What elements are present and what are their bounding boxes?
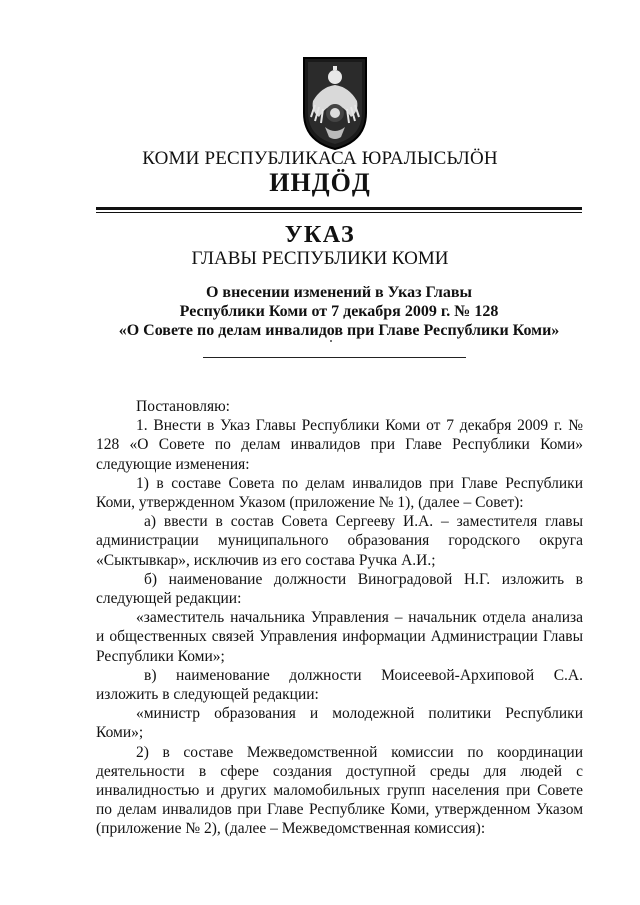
- document-body: [96, 397, 583, 839]
- body-paragraph-1-2: 2) в составе Межведомственной комиссии по координации деятельности в сфере создания доступной среды для людей с инвалидностью и других маломобильных групп населения при Совете по делам инвалидов при Главе Республике Коми, утвержденном Указом (приложение № 2), (далее – Межведомственная комиссия):: [96, 743, 583, 838]
- republic-name-komi: КОМИ РЕСПУБЛИКАСА ЮРАЛЫСЬЛÖН: [142, 148, 498, 169]
- body-paragraph-resolve: Постановляю:: [136, 398, 230, 415]
- subject-line-1: О внесении изменений в Указ Главы: [205, 284, 472, 301]
- subject-line-3: «О Совете по делам инвалидов при Главе Республики Коми»: [118, 322, 560, 339]
- header-divider-thick: [96, 207, 582, 210]
- body-paragraph-1-1-b: б) наименование должности Виноградовой Н.Г. изложить в следующей редакции:: [96, 570, 583, 608]
- document-subject: [96, 283, 582, 340]
- body-paragraph-1-1-v: в) наименование должности Моисеевой-Архиповой С.А. изложить в следующей редакции:: [96, 666, 583, 704]
- body-paragraph-1: 1. Внести в Указ Главы Республики Коми от 7 декабря 2009 г. № 128 «О Совете по делам инвалидов при Главе Республики Коми» следующие изменения:: [96, 417, 583, 473]
- subject-underline: [203, 357, 466, 358]
- stray-mark: [330, 340, 332, 342]
- subject-line-2: Республики Коми от 7 декабря 2009 г. № 128: [179, 303, 499, 320]
- body-paragraph-1-1-v-text: «министр образования и молодежной политики Республики Коми»;: [96, 705, 583, 742]
- document-issuer: ГЛАВЫ РЕСПУБЛИКИ КОМИ: [191, 248, 449, 269]
- body-paragraph-1-1-b-text: «заместитель начальника Управления – начальник отдела анализа и общественных связей Управления информации Администрации Главы Республики Коми»;: [96, 609, 583, 665]
- body-paragraph-1-1: 1) в составе Совета по делам инвалидов при Главе Республики Коми, утвержденном Указом (приложение № 1), (далее – Совет):: [96, 474, 583, 512]
- komi-republic-coat-of-arms-icon: [301, 55, 369, 151]
- document-type-komi: ИНДÖД: [269, 168, 371, 197]
- body-paragraph-1-1-a: а) ввести в состав Совета Сергееву И.А. – заместителя главы администрации муниципального образования городского округа «Сыктывкар», исключив из его состава Ручка А.И.;: [96, 513, 583, 569]
- header-divider-thin: [96, 212, 582, 213]
- document-type: УКАЗ: [284, 222, 356, 248]
